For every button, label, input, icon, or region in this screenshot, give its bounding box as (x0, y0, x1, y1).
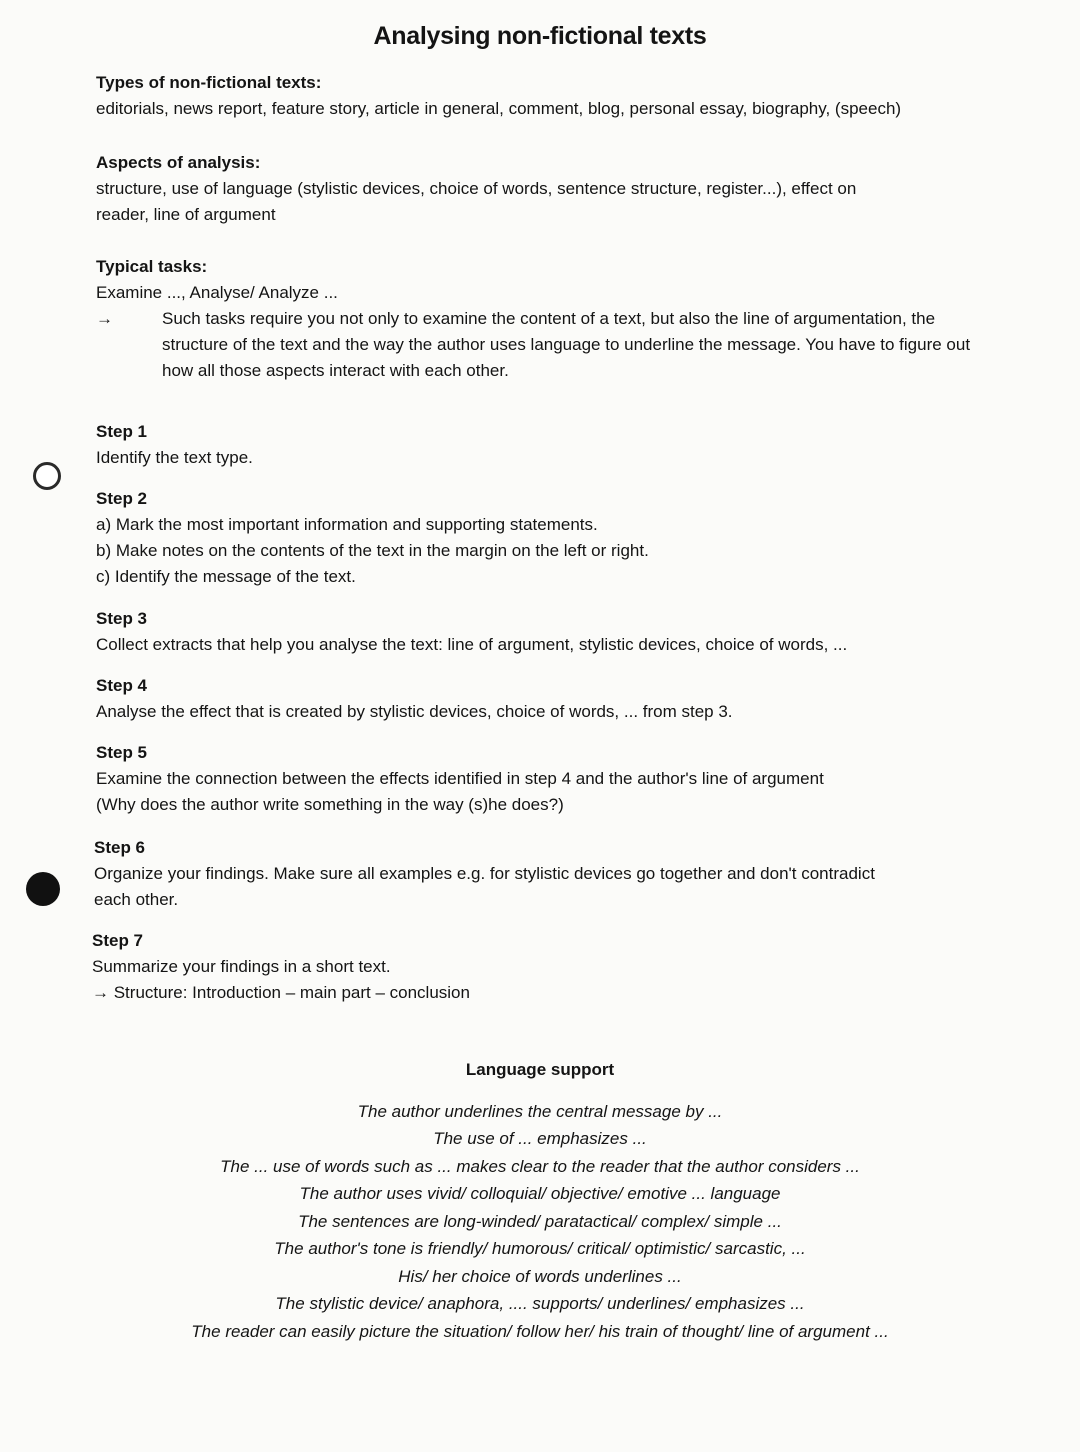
arrow-icon: → (96, 309, 113, 328)
tasks-arrow-row (96, 306, 996, 384)
aspects-heading: Aspects of analysis: (96, 153, 261, 172)
phrase-line: The author's tone is friendly/ humorous/ critical/ optimistic/ sarcastic, ... (274, 1239, 806, 1258)
step-line: each other. (94, 890, 179, 909)
types-text: editorials, news report, feature story, article in general, comment, blog, personal essay, biography, (speech) (96, 99, 902, 118)
punch-hole-top (33, 462, 61, 490)
phrase-line: The author underlines the central message by ... (357, 1101, 723, 1121)
phrase-line: The use of ... emphasizes ... (433, 1129, 647, 1148)
aspects-line-1: structure, use of language (stylistic devices, choice of words, sentence structure, register...), effect on (96, 179, 857, 198)
step-line: a) Mark the most important information and supporting statements. (96, 515, 598, 534)
language-support (0, 1056, 1080, 1345)
phrase-line: The ... use of words such as ... makes clear to the reader that the author considers ... (220, 1156, 860, 1176)
step-7 (92, 928, 992, 1006)
phrase-line: The sentences are long-winded/ paratactical/ complex/ simple ... (298, 1211, 782, 1231)
tasks-description: Such tasks require you not only to examine the content of a text, but also the line of argumentation, the structure of the text and the way the author uses language to underline the message. You have to figure out how all those aspects interact with each other. (162, 309, 971, 380)
step-heading: Step 2 (96, 489, 148, 508)
step-2 (96, 486, 996, 590)
step-3 (96, 606, 996, 658)
step-heading: Step 4 (96, 676, 148, 695)
step-line: b) Make notes on the contents of the text in the margin on the left or right. (96, 541, 649, 560)
step-line: Examine the connection between the effects identified in step 4 and the author's line of argument (96, 769, 824, 788)
tasks-examples: Examine ..., Analyse/ Analyze ... (96, 283, 338, 302)
types-heading: Types of non-fictional texts: (96, 73, 322, 92)
step-heading: Step 1 (96, 422, 148, 441)
phrase-line: The stylistic device/ anaphora, .... supports/ underlines/ emphasizes ... (275, 1294, 805, 1313)
step-line: Identify the text type. (96, 448, 253, 467)
step-5 (96, 740, 996, 818)
punch-hole-bottom (26, 872, 60, 906)
tasks-heading: Typical tasks: (96, 257, 208, 276)
step-heading: Step 7 (92, 931, 144, 950)
phrase-line: The reader can easily picture the situation/ follow her/ his train of thought/ line of argument ... (191, 1321, 889, 1341)
phrase-line: His/ her choice of words underlines ... (398, 1266, 682, 1286)
page-title: Analysing non-fictional texts (373, 22, 707, 50)
step-heading: Step 3 (96, 609, 148, 628)
tasks-section (96, 254, 996, 384)
step-4 (96, 673, 996, 725)
step-line: Organize your findings. Make sure all examples e.g. for stylistic devices go together and don't contradict (94, 864, 875, 883)
step-line: c) Identify the message of the text. (96, 567, 356, 586)
step-1 (96, 419, 996, 471)
types-section (96, 70, 996, 122)
step-heading: Step 6 (94, 838, 146, 857)
step-line: Collect extracts that help you analyse the text: line of argument, stylistic devices, choice of words, ... (96, 635, 848, 654)
step-line: Analyse the effect that is created by stylistic devices, choice of words, ... from step 3. (96, 702, 733, 721)
aspects-line-2: reader, line of argument (96, 205, 276, 224)
step-line: → Structure: Introduction – main part – conclusion (92, 983, 470, 1002)
step-line: Summarize your findings in a short text. (92, 957, 391, 976)
phrase-line: The author uses vivid/ colloquial/ objective/ emotive ... language (299, 1184, 781, 1203)
step-heading: Step 5 (96, 743, 148, 762)
step-line: (Why does the author write something in the way (s)he does?) (96, 795, 564, 814)
step-6 (94, 835, 994, 913)
aspects-section (96, 150, 996, 228)
language-support-heading: Language support (465, 1060, 615, 1079)
